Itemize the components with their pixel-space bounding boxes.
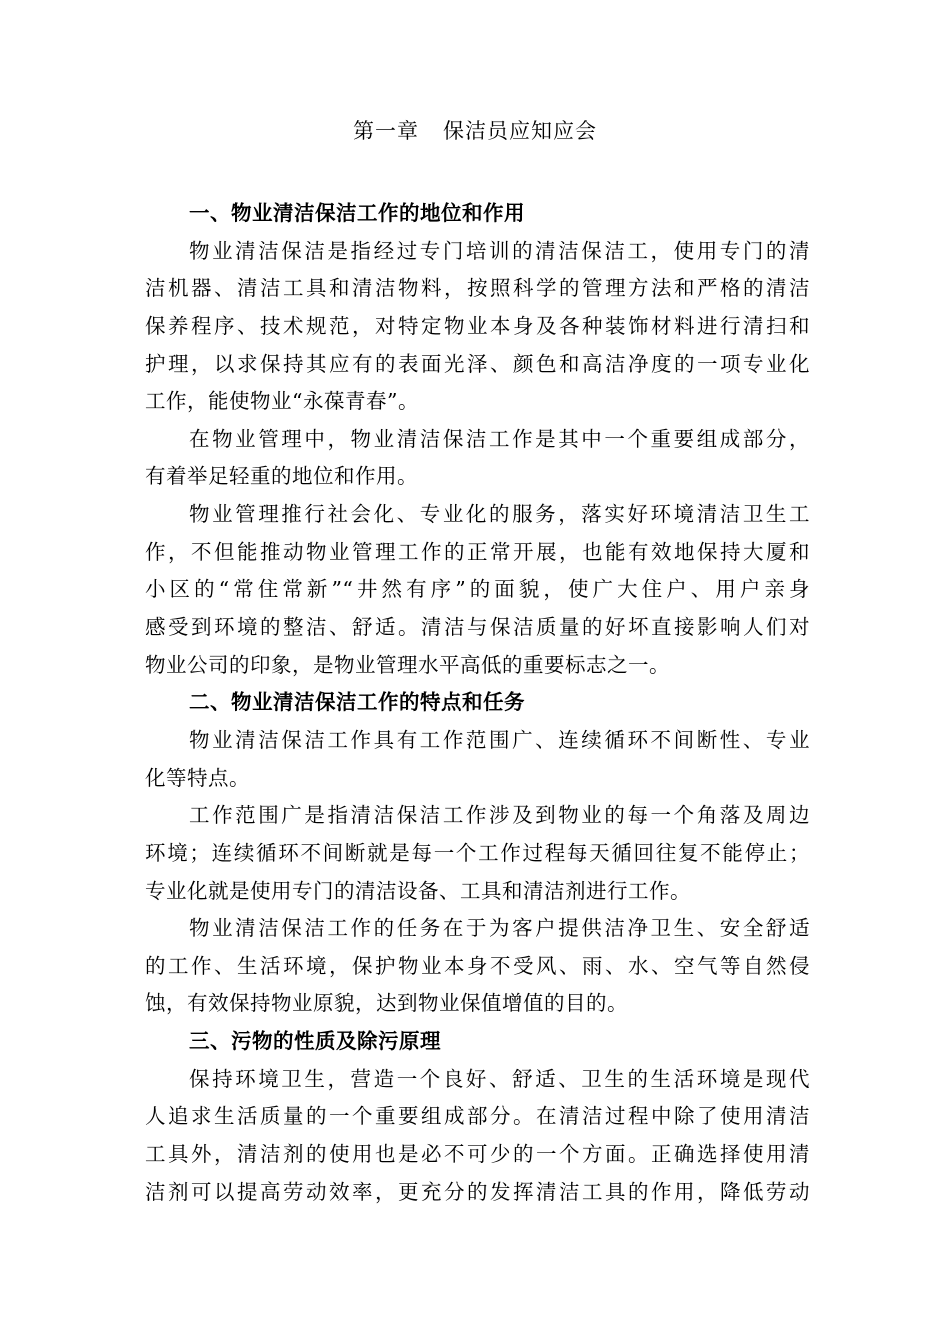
paragraph-line: 保养程序、技术规范，对特定物业本身及各种装饰材料进行清扫和 (145, 313, 810, 338)
paragraph-line: 的工作、生活环境，保护物业本身不受风、雨、水、空气等自然侵 (145, 953, 810, 978)
paragraph-line: 蚀，有效保持物业原貌，达到物业保值增值的目的。 (145, 991, 628, 1016)
chapter-number: 第一章 (353, 119, 419, 143)
paragraph-line: 环境；连续循环不间断就是每一个工作过程每天循回往复不能停止； (145, 840, 810, 865)
paragraph-line: 工具外，清洁剂的使用也是必不可少的一个方面。正确选择使用清 (145, 1142, 810, 1167)
paragraph-line: 物业清洁保洁工作的任务在于为客户提供洁净卫生、安全舒适 (189, 916, 810, 941)
paragraph-line: 人追求生活质量的一个重要组成部分。在清洁过程中除了使用清洁 (145, 1104, 810, 1129)
section-heading: 二、物业清洁保洁工作的特点和任务 (189, 690, 525, 715)
chapter-name: 保洁员应知应会 (443, 119, 597, 143)
paragraph-line: 洁剂可以提高劳动效率，更充分的发挥清洁工具的作用，降低劳动 (145, 1179, 810, 1204)
paragraph-line: 化等特点。 (145, 765, 250, 790)
paragraph-line: 感受到环境的整洁、舒适。清洁与保洁质量的好坏直接影响人们对 (145, 615, 810, 640)
paragraph-line: 洁机器、清洁工具和清洁物料，按照科学的管理方法和严格的清洁 (145, 276, 810, 301)
paragraph-line: 物业清洁保洁是指经过专门培训的清洁保洁工，使用专门的清 (189, 238, 810, 263)
paragraph-line: 工作范围广是指清洁保洁工作涉及到物业的每一个角落及周边 (189, 803, 810, 828)
paragraph-line: 物业公司的印象，是物业管理水平高低的重要标志之一。 (145, 652, 670, 677)
paragraph-line: 物业管理推行社会化、专业化的服务，落实好环境清洁卫生工 (189, 502, 810, 527)
section-heading: 三、污物的性质及除污原理 (189, 1029, 441, 1054)
paragraph-line: 护理，以求保持其应有的表面光泽、颜色和高洁净度的一项专业化 (145, 351, 810, 376)
paragraph-line: 小区的“常住常新”“井然有序”的面貌，使广大住户、用户亲身 (145, 577, 810, 602)
document-body (145, 195, 810, 1211)
paragraph-line: 作，不但能推动物业管理工作的正常开展，也能有效地保持大厦和 (145, 539, 810, 564)
paragraph-line: 专业化就是使用专门的清洁设备、工具和清洁剂进行工作。 (145, 878, 691, 903)
paragraph-line: 物业清洁保洁工作具有工作范围广、连续循环不间断性、专业 (189, 727, 810, 752)
paragraph-line: 保持环境卫生，营造一个良好、舒适、卫生的生活环境是现代 (189, 1066, 810, 1091)
chapter-title (0, 113, 950, 149)
paragraph-line: 在物业管理中，物业清洁保洁工作是其中一个重要组成部分， (189, 426, 810, 451)
paragraph-line: 有着举足轻重的地位和作用。 (145, 464, 418, 489)
section-heading: 一、物业清洁保洁工作的地位和作用 (189, 201, 525, 225)
paragraph-line: 工作，能使物业“永葆青春”。 (145, 389, 419, 414)
